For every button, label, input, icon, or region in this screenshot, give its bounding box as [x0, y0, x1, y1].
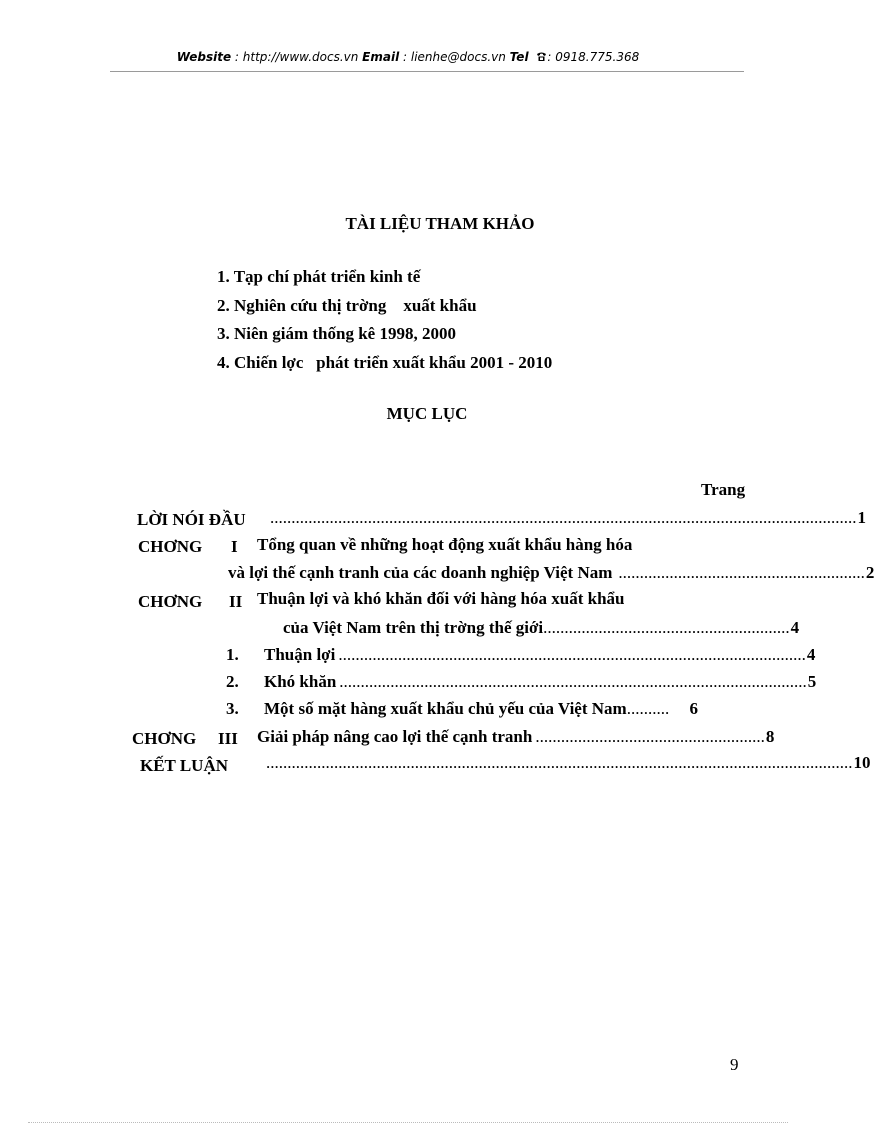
reference-item: 2. Nghiên cứu thị trờng xuất khẩu	[217, 295, 477, 315]
toc-chapter3-numeral: III	[218, 729, 238, 748]
dot-leader: ..........................................................................................................................................	[266, 753, 853, 772]
toc-section-row	[264, 699, 698, 719]
toc-chapter1-numeral: I	[231, 537, 238, 556]
page-header	[0, 50, 816, 70]
toc-chapter2-title: Thuận lợi và khó khăn đối với hàng hóa xuất khẩu	[257, 589, 625, 608]
dot-leader: ..........................................................	[618, 563, 865, 582]
toc-page-number: 4	[806, 645, 816, 664]
toc-section-num: 2.	[226, 672, 239, 691]
toc-page-number: 8	[765, 727, 775, 746]
tel-label: Tel	[509, 50, 529, 64]
reference-item: 1. Tạp chí phát triển kinh tế	[217, 267, 421, 286]
toc-chapter2-subtitle: của Việt Nam trên thị trờng thế giới	[283, 618, 544, 637]
toc-section-label: Một số mặt hàng xuất khẩu chủ yếu của Việt Nam	[264, 699, 627, 718]
header-rule	[110, 71, 744, 72]
toc-chapter3-prefix: CHƠNG	[132, 729, 197, 748]
toc-chapter2-line2	[283, 618, 800, 638]
toc-ket-luan-leader	[266, 753, 871, 773]
toc-ket-luan-label: KẾT LUẬN	[140, 756, 229, 775]
toc-chapter2-numeral: II	[229, 592, 243, 611]
toc-chapter3-row	[257, 727, 775, 747]
toc-section-num: 1.	[226, 645, 239, 664]
toc-chapter3-title: Giải pháp nâng cao lợi thế cạnh tranh	[257, 727, 533, 746]
toc-chapter1-prefix: CHƠNG	[138, 537, 203, 556]
toc-chapter1-line2	[228, 563, 875, 583]
website-value: : http://www.docs.vn	[231, 50, 363, 64]
page-number: 9	[730, 1055, 739, 1074]
toc-page-number: 4	[790, 618, 800, 637]
dot-leader: ..............................................................................................................	[338, 645, 806, 664]
toc-section-row	[264, 645, 816, 665]
toc-chapter1-subtitle: và lợi thế cạnh tranh của các doanh nghiệp Việt Nam	[228, 563, 613, 582]
toc-section-num: 3.	[226, 699, 239, 718]
dot-leader: ..........................................................	[543, 618, 790, 637]
toc-page-number: 2	[865, 563, 875, 582]
toc-page-header: Trang	[701, 480, 746, 499]
toc-section-row	[264, 672, 817, 692]
toc-page-number: 6	[689, 699, 698, 718]
dot-leader: ..............................................................................................................	[339, 672, 807, 691]
toc-page-number: 5	[807, 672, 817, 691]
dot-leader: ..........	[626, 699, 670, 718]
email-label: Email	[362, 50, 400, 64]
references-title: TÀI LIỆU THAM KHẢO	[345, 214, 535, 233]
toc-page-number: 10	[853, 753, 871, 772]
toc-section-label: Khó khăn	[264, 672, 337, 691]
toc-loi-noi-dau-label: LỜI NÓI ĐẦU	[137, 510, 246, 529]
toc-section-label: Thuận lợi	[264, 645, 336, 664]
references-list	[217, 263, 552, 377]
dot-leader: ..........................................................................................................................................	[270, 508, 857, 527]
toc-chapter1-title: Tổng quan về những hoạt động xuất khẩu hàng hóa	[257, 535, 633, 554]
toc-title: MỤC LỤC	[386, 404, 468, 423]
dot-leader: ......................................................	[535, 727, 765, 746]
phone-icon	[536, 51, 547, 65]
website-label: Website	[176, 50, 232, 64]
toc-loi-noi-dau-leader	[270, 508, 866, 528]
toc-page-number: 1	[857, 508, 866, 527]
reference-item: 4. Chiến lợc phát triển xuất khẩu 2001 - 2010	[217, 352, 553, 372]
toc-chapter2-prefix: CHƠNG	[138, 592, 203, 611]
reference-item: 3. Niên giám thống kê 1998, 2000	[217, 324, 456, 343]
email-value: : lienhe@docs.vn	[399, 50, 510, 64]
tel-value: : 0918.775.368	[547, 50, 640, 64]
